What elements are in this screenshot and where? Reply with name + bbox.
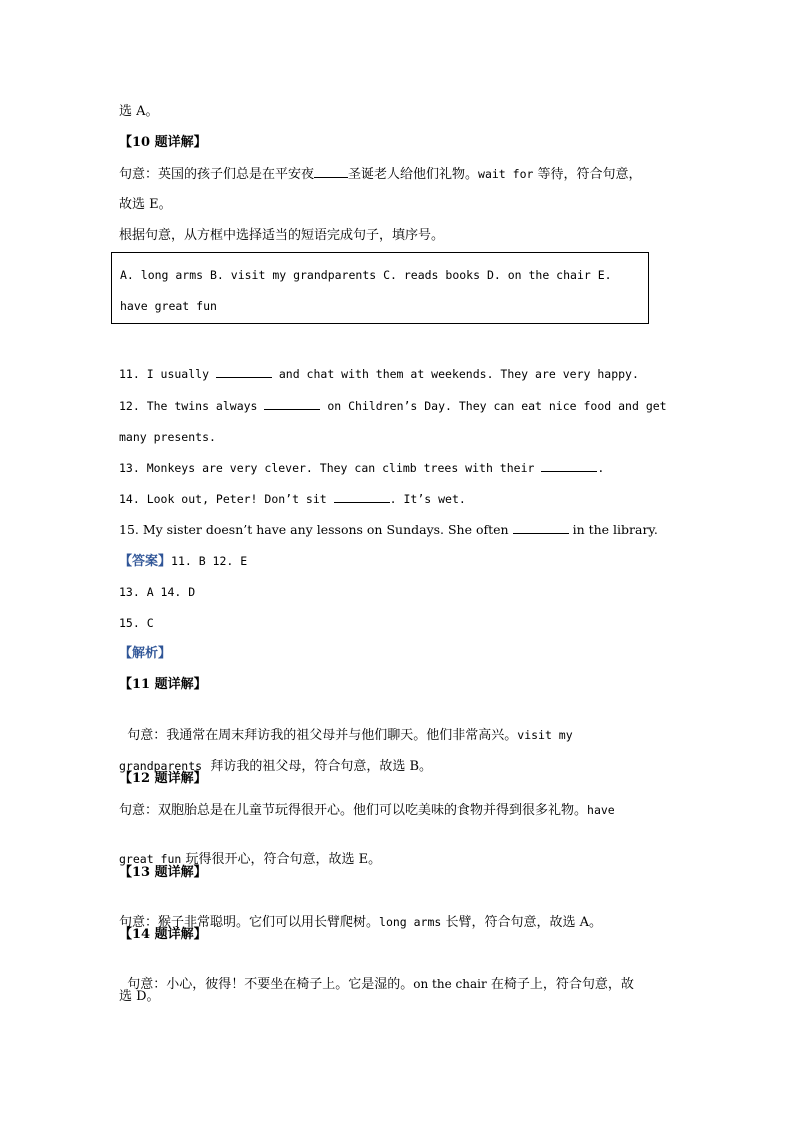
instruction-text: 根据句意，从方框中选择适当的短语完成句子，填序号。 <box>119 228 445 243</box>
question-12-continued: many presents. <box>119 430 216 444</box>
section-heading-11: 【11 题详解】 <box>119 677 207 692</box>
analysis-label: 【解析】 <box>119 646 172 661</box>
section-heading-14: 【14 题详解】 <box>119 927 207 942</box>
question-13 <box>119 459 604 477</box>
answer-blank <box>541 459 597 472</box>
explanation-14-line-2: 选 D。 <box>119 989 160 1004</box>
phrase-english: on the chair <box>413 977 487 991</box>
question-text: in the library. <box>568 522 658 537</box>
sentence-meaning-text: 句意：小心，彼得！不要坐在椅子上。它是湿的。 <box>119 977 414 992</box>
explanation-text: 玩得很开心，符合句意，故选 E。 <box>181 852 382 867</box>
question-12 <box>119 397 667 415</box>
sentence-meaning-text: 圣诞老人给他们礼物。 <box>348 167 479 182</box>
explanation-text: 等待，符合句意， <box>533 167 642 182</box>
section-heading-10: 【10 题详解】 <box>119 135 207 150</box>
options-line-1: A. long arms B. visit my grandparents C. reads books D. on the chair E. <box>120 268 612 282</box>
question-text: 15. My sister doesn’t have any lessons on Sundays. She often <box>119 522 513 537</box>
answer-blank <box>334 490 390 503</box>
sentence-meaning-text: 句意：猴子非常聪明。它们可以用长臂爬树。 <box>119 915 380 930</box>
options-line-2: have great fun <box>120 299 217 313</box>
question-text: 13. Monkeys are very clever. They can climb trees with their <box>119 461 542 475</box>
answer-line-1 <box>119 552 247 570</box>
explanation-13-line <box>119 895 602 930</box>
phrase-english: grandparents <box>119 759 203 773</box>
phrase-english: wait for <box>478 167 534 181</box>
question-text: . It’s wet. <box>389 492 466 506</box>
answer-label: 【答案】 <box>119 554 172 569</box>
explanation-12-line-1 <box>119 801 615 819</box>
question-text: 14. Look out, Peter! Don’t sit <box>119 492 334 506</box>
sentence-meaning-text: 句意：英国的孩子们总是在平安夜 <box>119 167 315 182</box>
question-text: 11. I usually <box>119 367 216 381</box>
explanation-10-line-2: 故选 E。 <box>119 197 172 212</box>
phrase-english: have <box>587 803 615 817</box>
answer-blank <box>513 521 569 534</box>
answer-values: 11. B 12. E <box>171 554 248 568</box>
section-heading-12: 【12 题详解】 <box>119 771 207 786</box>
explanation-text: 拜访我的祖父母，符合句意，故选 B。 <box>202 759 433 774</box>
explanation-text: 在椅子上，符合句意，故 <box>486 977 634 992</box>
phrase-english: visit my <box>517 728 573 742</box>
question-text: on Children’s Day. They can eat nice food and get <box>320 399 667 413</box>
sentence-meaning-text: 句意：我通常在周末拜访我的祖父母并与他们聊天。他们非常高兴。 <box>119 728 518 743</box>
explanation-11-line-1 <box>119 708 573 743</box>
explanation-10-line-1 <box>119 165 642 183</box>
text-line: 选 A。 <box>119 104 159 119</box>
options-box <box>111 252 649 324</box>
question-14 <box>119 490 466 508</box>
explanation-text: 长臂，符合句意，故选 A。 <box>441 915 602 930</box>
question-text: and chat with them at weekends. They are very happy. <box>271 367 639 381</box>
answer-blank <box>264 397 320 410</box>
phrase-english: long arms <box>379 915 442 929</box>
question-text: . <box>597 461 605 475</box>
explanation-14-line-1 <box>119 957 634 992</box>
explanation-11-line-2 <box>119 739 433 774</box>
answer-blank <box>216 365 272 378</box>
section-heading-13: 【13 题详解】 <box>119 865 207 880</box>
question-11 <box>119 365 639 383</box>
answer-line-2: 13. A 14. D <box>119 585 196 599</box>
answer-blank <box>314 165 348 178</box>
answer-line-3: 15. C <box>119 616 154 630</box>
phrase-english: great fun <box>119 852 182 866</box>
question-15 <box>119 521 658 539</box>
explanation-12-line-2 <box>119 832 382 867</box>
question-text: 12. The twins always <box>119 399 265 413</box>
sentence-meaning-text: 句意：双胞胎总是在儿童节玩得很开心。他们可以吃美味的食物并得到很多礼物。 <box>119 803 588 818</box>
